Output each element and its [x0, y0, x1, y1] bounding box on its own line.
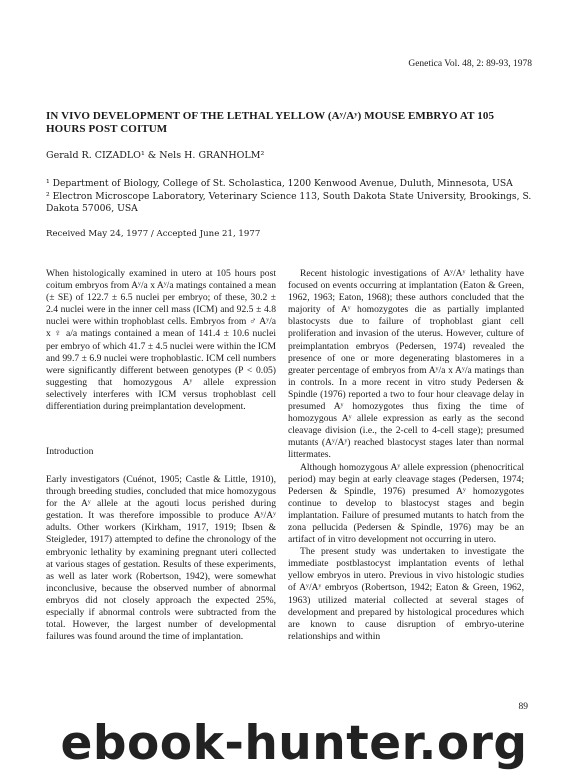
- journal-reference: Genetica Vol. 48, 2: 89-93, 1978: [408, 59, 532, 69]
- article-title: IN VIVO DEVELOPMENT OF THE LETHAL YELLOW (Aʸ/Aʸ) MOUSE EMBRYO AT 105 HOURS POST COITUM: [46, 110, 495, 135]
- authors: Gerald R. CIZADLO¹ & Nels H. GRANHOLM²: [46, 150, 265, 161]
- introduction-paragraph: Early investigators (Cuénot, 1905; Castle & Little, 1910), through breeding studies, concluded that mice homozygous for the Aʸ allele at the agouti locus perished during gestation. It was therefore impossible to produce Aʸ/Aʸ adults. Other workers (Kirkham, 1917, 1919; Ibsen & Steigleder, 1917) attempted to define the chronology of the embryonic lethality by examining pregnant uteri collected at various stages of gestation. Results of these experiments, as well as later work (Robertson, 1942), were somewhat inconclusive, because the observed number of abnormal embryos did not closely approach the expected 25%, especially if abnormal controls were subtracted from the total. However, the largest number of developmental failures was found around the time of implantation.: [46, 474, 276, 643]
- paragraph-1: Recent histologic investigations of Aʸ/Aʸ lethality have focused on events occurring at implantation (Eaton & Green, 1962, 1963; Eaton, 1968); these authors concluded that the majority of Aʸ homozygotes die as partially implanted blastocysts due to failure of trophoblast giant cell proliferation and invasion of the uterus. However, culture of preimplantation embryos (Pedersen, 1974) revealed the presence of one or more degenerating blastomeres in a greater percentage of embryos from Aʸ/a x Aʸ/a matings than in controls. In a more recent in vitro study Pedersen & Spindle (1976) reported a two to four hour cleavage delay in presumed Aʸ homozygotes thus fixing the time of homozygous Aʸ allele expression as early as the second cleavage division (i.e., the 2-cell to 4-cell stage); presumed mutants (Aʸ/Aʸ) reached blastocyst stages later than normal littermates.: [288, 268, 524, 461]
- section-heading-introduction: Introduction: [46, 446, 94, 457]
- watermark: ebook-hunter.org: [60, 716, 528, 771]
- right-column: [288, 268, 524, 643]
- abstract: [46, 268, 276, 413]
- paragraph-3: The present study was undertaken to investigate the immediate postblastocyst implantation events of lethal yellow embryos in utero. Previous in vivo histologic studies of Aʸ/Aʸ embryos (Robertson, 1942; Eaton & Green, 1962, 1963) utilized material collected at several stages of development and prepared by histological procedures which are known to cause disruption of embryo-uterine relationships and within: [288, 546, 524, 642]
- affiliation-1: ¹ Department of Biology, College of St. Scholastica, 1200 Kenwood Avenue, Duluth, Minnesota, USA: [46, 178, 513, 189]
- introduction-text-column: [46, 474, 276, 643]
- abstract-text: When histologically examined in utero at 105 hours post coitum embryos from Aʸ/a x Aʸ/a matings contained a mean (± SE) of 122.7 ± 6.5 nuclei per embryo; of these, 30.2 ± 2.4 nuclei were in the inner cell mass (ICM) and 92.5 ± 4.8 nuclei were within trophoblast cells. Embryos from ♂ Aʸ/a x ♀ a/a matings contained a mean of 141.4 ± 10.6 nuclei per embryo of which 41.7 ± 4.5 nuclei were within the ICM and 99.7 ± 6.9 nuclei were trophoblastic. ICM cell numbers were significantly different between genotypes (P < 0.05) suggesting that homozygous Aʸ allele expression selectively interferes with ICM versus trophoblast cell differentiation during preimplantation development.: [46, 268, 276, 413]
- page-number: 89: [518, 702, 528, 712]
- received-dates: Received May 24, 1977 / Accepted June 21, 1977: [46, 229, 261, 239]
- paragraph-2: Although homozygous Aʸ allele expression (phenocritical period) may begin at early cleavage stages (Pedersen, 1974; Pedersen & Spindle, 1976) presumed Aʸ homozygotes continue to develop to blastocyst stages and begin implantation. Failure of presumed mutants to hatch from the zona pellucida (Pedersen & Spindle, 1976) may be an artifact of in vitro development not occurring in utero.: [288, 461, 524, 546]
- affiliation-2: ² Electron Microscope Laboratory, Veterinary Science 113, South Dakota State University, Brookings, S. Dakota 57006, USA: [46, 191, 532, 214]
